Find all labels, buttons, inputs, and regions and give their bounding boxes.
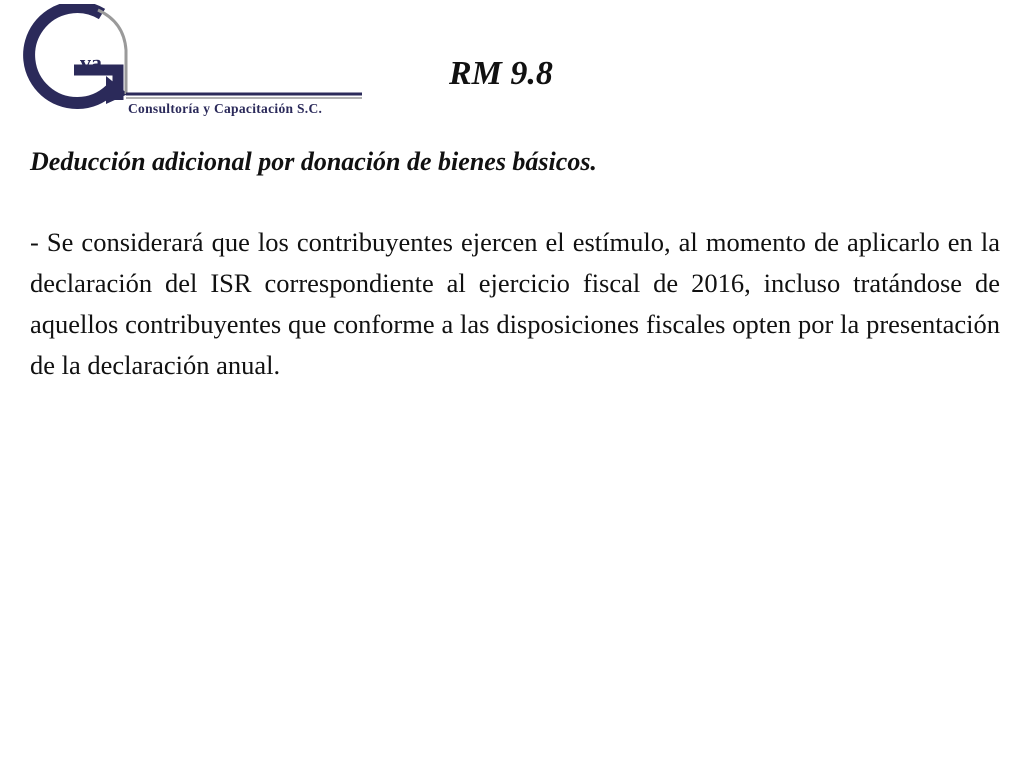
slide-title: RM 9.8	[449, 55, 553, 92]
logo-tagline: Consultoría y Capacitación S.C.	[128, 101, 323, 116]
logo-mark-text: va	[80, 50, 102, 75]
slide-body-text: - Se considerará que los contribuyentes ejercen el estímulo, al momento de aplicarlo en la declaración del ISR correspondiente al ejercicio fiscal de 2016, incluso tratándose de aquellos contribuyentes que conforme a las disposiciones fiscales opten por la presentación de la declaración anual.	[30, 227, 1000, 380]
slide-subtitle: Deducción adicional por donación de bienes básicos.	[30, 147, 597, 176]
company-logo	[6, 4, 366, 116]
g-logo-mark-icon	[6, 4, 366, 116]
